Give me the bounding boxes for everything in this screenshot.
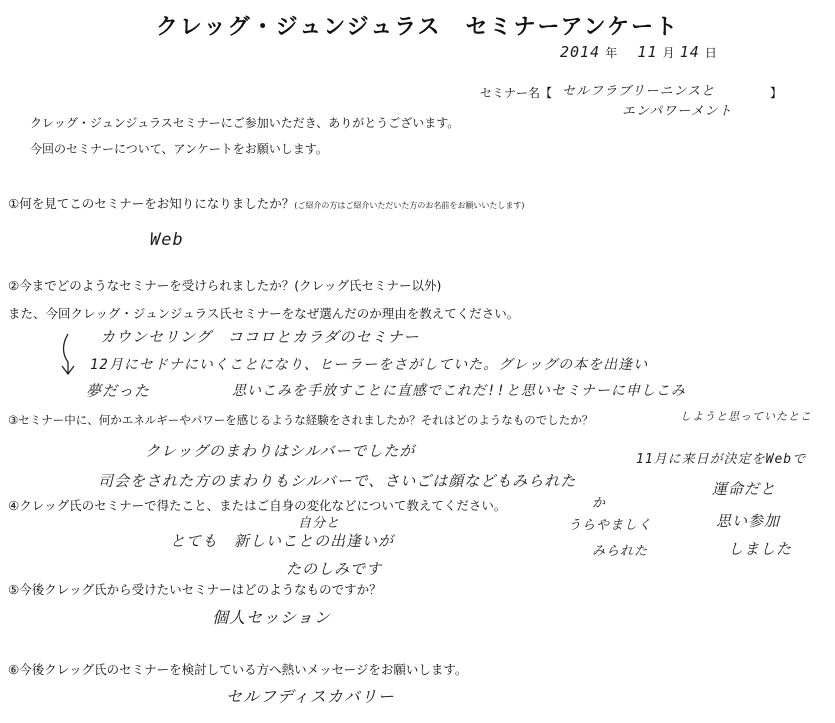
answer-3-side-7: しました [728, 540, 793, 558]
question-1-note: (ご紹介の方はご紹介いただいた方のお名前をお願いいたします) [294, 201, 525, 210]
question-6: ⑥今後クレッグ氏のセミナーを検討している方へ熱いメッセージをお願いします。 [8, 662, 468, 677]
answer-6: セルフディスカバリー [226, 687, 395, 706]
answer-3-side-8: みられた [592, 544, 649, 559]
intro-line-2: 今回のセミナーについて、アンケートをお願いします。 [30, 142, 328, 156]
date-day-value: 14 [679, 43, 700, 61]
answer-3-side-1: しようと思っていたとこ [680, 410, 812, 423]
date-year-value: 2014 [560, 43, 601, 61]
answer-3-side-3: 運命だと [712, 480, 777, 498]
answer-1: Web [150, 230, 184, 250]
date-day-label: 日 [704, 46, 717, 60]
seminar-name-line1: セルフラブリーニンスと [562, 84, 716, 99]
question-1 [8, 194, 524, 212]
date-month-value: 11 [637, 43, 658, 61]
answer-4-line-2: たのしみです [286, 560, 383, 578]
answer-2-line-3a: 夢だった [86, 382, 151, 400]
question-2: ②今までどのようなセミナーを受けられましたか？(クレッグ氏セミナー以外) [8, 278, 442, 293]
answer-3-side-4: か [592, 496, 607, 511]
date-month-label: 月 [662, 46, 675, 60]
answer-3-line-2: 司会をされた方のまわりもシルバーで、さいごは顔などもみられた [98, 472, 577, 490]
answer-5: 個人セッション [212, 608, 331, 627]
answer-3-side-6: うらやましく [568, 518, 653, 533]
answer-2-line-1: カウンセリング ココロとカラダのセミナー [100, 328, 420, 346]
question-2-line-2: また、今回クレッグ・ジュンジュラス氏セミナーをなぜ選んだのか理由を教えてください。 [8, 306, 520, 321]
answer-2-line-3b: 思いこみを手放すことに直感でこれだ!!と思いセミナーに申しこみ [232, 383, 686, 399]
seminar-name-close: 】 [770, 86, 783, 100]
handwritten-arrow-icon [58, 332, 78, 378]
answer-4-line-1: とても 新しいことの出逢いが [170, 532, 395, 550]
question-4: ④クレッグ氏のセミナーで得たこと、またはご自身の変化などについて教えてください。 [8, 498, 507, 513]
question-3: ③セミナー中に、何かエネルギーやパワーを感じるような経験をされましたか？それはどのようなものでしたか？ [8, 413, 594, 427]
answer-2-line-2: 12月にセドナにいくことになり、ヒーラーをさがしていた。グレッグの本を出逢い [90, 357, 649, 373]
answer-3-side-5: 思い参加 [716, 512, 781, 530]
answer-3-line-1: クレッグのまわりはシルバーでしたが [145, 442, 416, 460]
seminar-name-label: セミナー名【 [480, 86, 553, 100]
intro-line-1: クレッグ・ジュンジュラスセミナーにご参加いただき、ありがとうございます。 [30, 116, 460, 130]
page-title: クレッグ・ジュンジュラス セミナーアンケート [155, 15, 680, 40]
seminar-name-line2: エンパワーメント [622, 104, 733, 119]
answer-3-side-2: 11月に来日が決定をWebで [636, 452, 807, 467]
question-5: ⑤今後クレッグ氏から受けたいセミナーはどのようなものですか？ [8, 582, 382, 597]
date-year-label: 年 [605, 46, 618, 60]
question-1-text: ①何を見てこのセミナーをお知りになりましたか？ [8, 196, 295, 211]
date-line [560, 42, 717, 61]
answer-4-above: 自分と [298, 516, 341, 531]
